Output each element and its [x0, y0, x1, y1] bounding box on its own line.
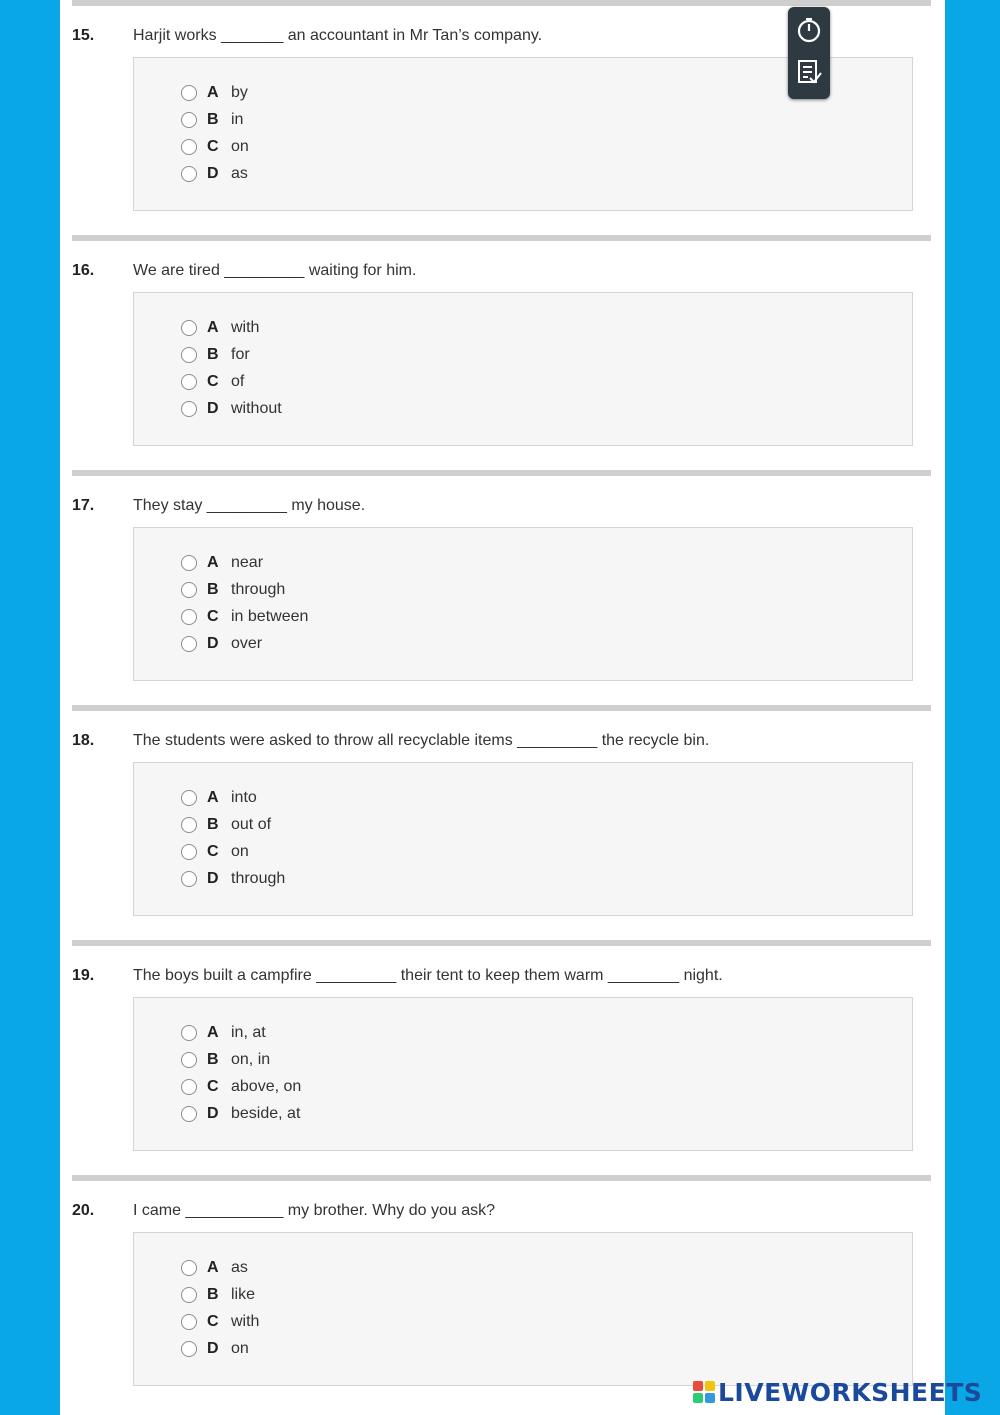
option-letter: D	[207, 400, 219, 417]
logo-grid-icon	[693, 1381, 715, 1403]
option-text: as	[231, 1259, 248, 1276]
option-text: out of	[231, 816, 272, 833]
radio-button[interactable]	[181, 139, 197, 155]
option-text: on	[231, 1340, 249, 1357]
option-text: of	[231, 373, 245, 390]
options-box	[133, 1232, 913, 1386]
options-box	[133, 292, 913, 446]
option-b[interactable]	[181, 1049, 270, 1071]
option-text: over	[231, 635, 263, 652]
worksheet-page	[60, 0, 945, 1415]
option-text: like	[231, 1286, 256, 1303]
question-text: They stay _________ my house.	[133, 497, 366, 514]
radio-button[interactable]	[181, 1052, 197, 1068]
question-text: We are tired _________ waiting for him.	[133, 262, 417, 279]
logo-text: LIVEWORKSHEETS	[718, 1377, 983, 1407]
option-letter: C	[207, 1078, 219, 1095]
radio-button[interactable]	[181, 1314, 197, 1330]
option-a[interactable]	[181, 552, 263, 574]
radio-button[interactable]	[181, 817, 197, 833]
question-number: 16.	[72, 262, 95, 279]
question-number: 15.	[72, 27, 95, 44]
option-letter: A	[207, 1024, 219, 1041]
option-c[interactable]	[181, 371, 244, 393]
liveworksheets-logo	[693, 1377, 982, 1407]
question-text: Harjit works _______ an accountant in Mr Tan’s company.	[133, 27, 543, 44]
question-number: 19.	[72, 967, 95, 984]
option-c[interactable]	[181, 1311, 259, 1333]
radio-button[interactable]	[181, 166, 197, 182]
option-b[interactable]	[181, 814, 271, 836]
option-letter: A	[207, 1259, 219, 1276]
option-letter: B	[207, 581, 219, 598]
option-d[interactable]	[181, 633, 262, 655]
option-text: through	[231, 581, 286, 598]
option-letter: C	[207, 608, 219, 625]
option-text: through	[231, 870, 286, 887]
option-letter: A	[207, 789, 219, 806]
option-a[interactable]	[181, 317, 259, 339]
question-text: The boys built a campfire _________ their tent to keep them warm ________ night.	[133, 967, 723, 984]
question-text: I came ___________ my brother. Why do you ask?	[133, 1202, 495, 1219]
radio-button[interactable]	[181, 790, 197, 806]
question-divider	[72, 235, 931, 241]
question-divider	[72, 1175, 931, 1181]
radio-button[interactable]	[181, 1079, 197, 1095]
question-17	[60, 470, 945, 706]
options-box	[133, 762, 913, 916]
radio-button[interactable]	[181, 609, 197, 625]
options-box	[133, 527, 913, 681]
option-d[interactable]	[181, 163, 248, 185]
option-letter: B	[207, 816, 219, 833]
option-b[interactable]	[181, 579, 285, 601]
option-a[interactable]	[181, 1257, 248, 1279]
radio-button[interactable]	[181, 1260, 197, 1276]
option-text: in, at	[231, 1024, 266, 1041]
option-text: for	[231, 346, 250, 363]
question-20	[60, 1175, 945, 1411]
option-letter: D	[207, 635, 219, 652]
option-text: without	[231, 400, 282, 417]
option-text: beside, at	[231, 1105, 301, 1122]
question-16	[60, 235, 945, 471]
option-text: in between	[231, 608, 309, 625]
question-divider	[72, 470, 931, 476]
option-letter: B	[207, 1051, 219, 1068]
option-letter: D	[207, 870, 219, 887]
radio-button[interactable]	[181, 320, 197, 336]
option-d[interactable]	[181, 868, 285, 890]
question-number: 20.	[72, 1202, 95, 1219]
question-divider	[72, 940, 931, 946]
question-18	[60, 705, 945, 941]
radio-button[interactable]	[181, 1025, 197, 1041]
options-box	[133, 997, 913, 1151]
radio-button[interactable]	[181, 374, 197, 390]
option-a[interactable]	[181, 82, 248, 104]
radio-button[interactable]	[181, 871, 197, 887]
option-letter: B	[207, 111, 219, 128]
radio-button[interactable]	[181, 1341, 197, 1357]
radio-button[interactable]	[181, 636, 197, 652]
radio-button[interactable]	[181, 112, 197, 128]
option-d[interactable]	[181, 398, 282, 420]
option-letter: D	[207, 1105, 219, 1122]
option-text: on, in	[231, 1051, 271, 1068]
option-text: above, on	[231, 1078, 302, 1095]
question-divider	[72, 0, 931, 6]
option-a[interactable]	[181, 787, 257, 809]
radio-button[interactable]	[181, 555, 197, 571]
radio-button[interactable]	[181, 844, 197, 860]
option-letter: C	[207, 843, 219, 860]
radio-button[interactable]	[181, 1106, 197, 1122]
finish-checklist-icon[interactable]	[795, 58, 823, 86]
option-text: with	[231, 319, 260, 336]
option-letter: A	[207, 554, 219, 571]
option-letter: C	[207, 373, 219, 390]
option-text: near	[231, 554, 264, 571]
option-text: as	[231, 165, 248, 182]
option-letter: A	[207, 84, 219, 101]
question-divider	[72, 705, 931, 711]
radio-button[interactable]	[181, 347, 197, 363]
option-d[interactable]	[181, 1103, 300, 1125]
option-text: on	[231, 138, 249, 155]
option-d[interactable]	[181, 1338, 249, 1360]
option-letter: A	[207, 319, 219, 336]
option-text: on	[231, 843, 249, 860]
option-c[interactable]	[181, 136, 249, 158]
radio-button[interactable]	[181, 1287, 197, 1303]
option-letter: B	[207, 346, 219, 363]
option-text: into	[231, 789, 257, 806]
question-19	[60, 940, 945, 1176]
option-a[interactable]	[181, 1022, 266, 1044]
option-c[interactable]	[181, 606, 308, 628]
radio-button[interactable]	[181, 582, 197, 598]
option-c[interactable]	[181, 1076, 301, 1098]
option-text: with	[231, 1313, 260, 1330]
question-number: 17.	[72, 497, 95, 514]
option-text: by	[231, 84, 248, 101]
question-text: The students were asked to throw all recyclable items _________ the recycle bin.	[133, 732, 710, 749]
option-letter: B	[207, 1286, 219, 1303]
option-letter: C	[207, 138, 219, 155]
option-b[interactable]	[181, 1284, 255, 1306]
floating-toolbar	[788, 7, 830, 99]
question-number: 18.	[72, 732, 95, 749]
option-letter: C	[207, 1313, 219, 1330]
radio-button[interactable]	[181, 85, 197, 101]
option-letter: D	[207, 1340, 219, 1357]
option-b[interactable]	[181, 344, 250, 366]
option-text: in	[231, 111, 244, 128]
radio-button[interactable]	[181, 401, 197, 417]
option-b[interactable]	[181, 109, 243, 131]
timer-icon[interactable]	[795, 16, 823, 44]
option-letter: D	[207, 165, 219, 182]
option-c[interactable]	[181, 841, 249, 863]
